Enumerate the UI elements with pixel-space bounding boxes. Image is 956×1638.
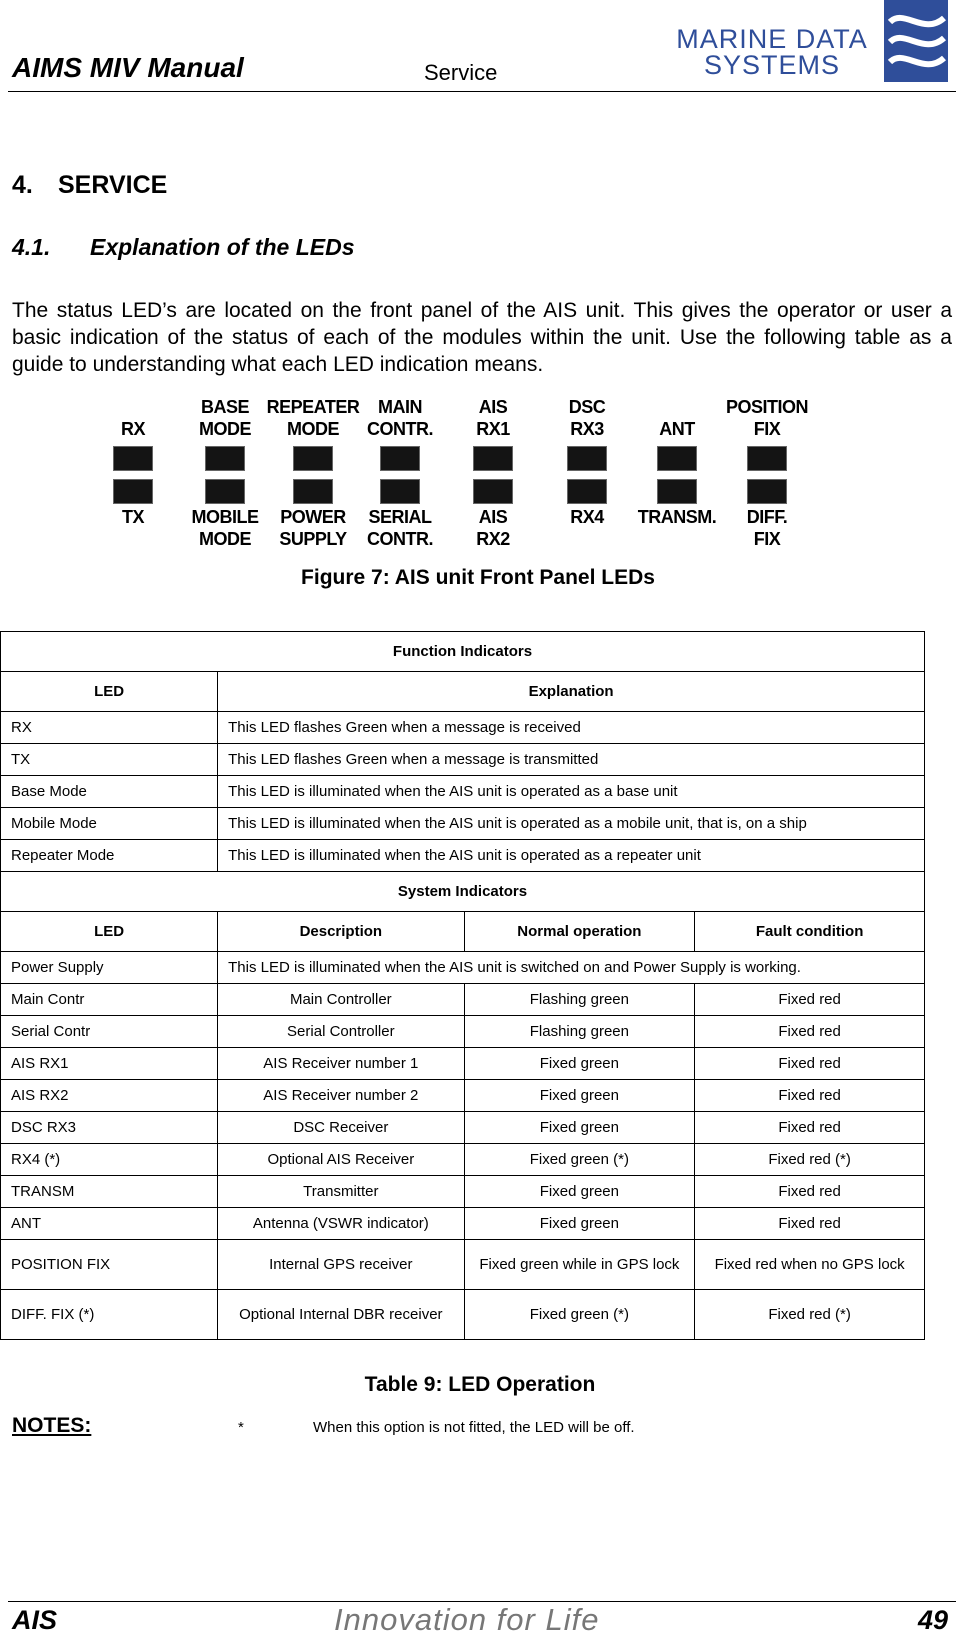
table-cell: Fixed green (*): [464, 1290, 695, 1340]
table-cell: DSC Receiver: [218, 1112, 464, 1144]
table-cell: Fixed red: [695, 1016, 925, 1048]
table-row: [1, 1176, 925, 1208]
subsection-title: Explanation of the LEDs: [90, 234, 355, 260]
led-indicator: [293, 446, 333, 471]
table-cell: Fixed red (*): [695, 1290, 925, 1340]
table-cell: Optional AIS Receiver: [218, 1144, 464, 1176]
column-header: Fault condition: [695, 912, 925, 952]
table-cell: ANT: [1, 1208, 218, 1240]
led-indicator: [567, 446, 607, 471]
table-cell: Serial Contr: [1, 1016, 218, 1048]
notes-label: NOTES:: [12, 1414, 92, 1437]
logo-wordmark: [672, 26, 872, 78]
table-cell: Fixed red: [695, 984, 925, 1016]
column-header: LED: [1, 912, 218, 952]
table-row: [1, 1240, 925, 1290]
table-row: [1, 952, 925, 984]
table-section-title: [1, 632, 925, 672]
table-cell: DIFF. FIX (*): [1, 1290, 218, 1340]
table-row: [1, 1112, 925, 1144]
marine-data-systems-logo: [672, 0, 956, 90]
table-row: [1, 712, 925, 744]
led-indicator: [380, 479, 420, 504]
led-label-line: SUPPLY: [279, 529, 347, 549]
led-label-line: MAIN: [378, 397, 422, 417]
led-label-line: POWER: [280, 507, 346, 527]
subsection-heading: [12, 234, 355, 261]
section-number: 4.: [12, 171, 33, 199]
led-indicator: [657, 446, 697, 471]
led-indicator: [205, 479, 245, 504]
led-indicator: [567, 479, 607, 504]
led-label-line: MOBILE: [191, 507, 259, 527]
table-cell: Fixed green: [464, 1112, 695, 1144]
table-header-row: [1, 672, 925, 712]
led-label-line: MODE: [287, 419, 339, 439]
led-label-line: CONTR.: [367, 419, 433, 439]
led-indicator: [380, 446, 420, 471]
led-label-line: TRANSM.: [637, 507, 717, 527]
led-indicator: [747, 446, 787, 471]
table-row: [1, 1208, 925, 1240]
table-cell: Power Supply: [1, 952, 218, 984]
table-cell: RX: [1, 712, 218, 744]
column-header: Description: [218, 912, 464, 952]
table-cell: RX4 (*): [1, 1144, 218, 1176]
table-cell: This LED is illuminated when the AIS unit is switched on and Power Supply is working.: [218, 952, 925, 984]
table-row: [1, 1290, 925, 1340]
logo-line-1: MARINE DATA: [676, 24, 868, 54]
table-cell: This LED is illuminated when the AIS unit is operated as a mobile unit, that is, on a ship: [218, 808, 925, 840]
table-cell: Main Controller: [218, 984, 464, 1016]
front-panel-led-figure: [0, 396, 956, 556]
table-cell: Fixed red: [695, 1176, 925, 1208]
function-indicators-title: Function Indicators: [1, 632, 925, 672]
table-cell: Flashing green: [464, 984, 695, 1016]
table-cell: Fixed green: [464, 1176, 695, 1208]
page-header: [0, 0, 956, 95]
led-top-label: [712, 396, 822, 440]
table-cell: Fixed green while in GPS lock: [464, 1240, 695, 1290]
led-label-line: CONTR.: [367, 529, 433, 549]
table-cell: AIS Receiver number 1: [218, 1048, 464, 1080]
table-cell: TX: [1, 744, 218, 776]
table-row: [1, 776, 925, 808]
led-label-line: MODE: [199, 419, 251, 439]
led-label-line: RX1: [476, 419, 510, 439]
header-divider: [8, 91, 956, 92]
wave-logo-icon: [884, 0, 948, 82]
table-cell: Fixed red when no GPS lock: [695, 1240, 925, 1290]
led-label-line: RX: [120, 419, 145, 439]
led-label-line: ANT: [659, 419, 695, 439]
led-label-line: DSC: [568, 397, 606, 417]
system-indicators-title: System Indicators: [1, 872, 925, 912]
notes-text: When this option is not fitted, the LED will be off.: [313, 1419, 635, 1436]
led-label-line: RX3: [570, 419, 604, 439]
led-indicator: [747, 479, 787, 504]
column-header: LED: [1, 672, 218, 712]
table-cell: Repeater Mode: [1, 840, 218, 872]
table-cell: This LED is illuminated when the AIS unit is operated as a base unit: [218, 776, 925, 808]
table-cell: Fixed red: [695, 1112, 925, 1144]
led-label-line: AIS: [478, 397, 508, 417]
table-cell: Optional Internal DBR receiver: [218, 1290, 464, 1340]
intro-paragraph: The status LED’s are located on the front panel of the AIS unit. This gives the operator or user a basic indication of the status of each of the modules within the unit. Use the following table as a guide to understanding what each LED indication means.: [12, 299, 952, 376]
table-cell: Serial Controller: [218, 1016, 464, 1048]
logo-line-2: SYSTEMS: [703, 50, 841, 80]
table-cell: AIS RX1: [1, 1048, 218, 1080]
table-cell: Flashing green: [464, 1016, 695, 1048]
notes-marker: *: [238, 1419, 244, 1436]
table-row: [1, 744, 925, 776]
table-cell: Fixed green: [464, 1048, 695, 1080]
led-label-line: RX4: [570, 507, 604, 527]
led-label-line: AIS: [478, 507, 508, 527]
table-caption: Table 9: LED Operation: [364, 1373, 596, 1396]
led-label-line: FIX: [753, 419, 781, 439]
table-cell: Fixed green: [464, 1208, 695, 1240]
led-label-line: DIFF.: [746, 507, 788, 527]
led-label-line: REPEATER: [266, 397, 360, 417]
led-indicator: [473, 479, 513, 504]
footer-tagline: Innovation for Life: [334, 1602, 600, 1637]
led-label-line: TX: [121, 507, 144, 527]
table-cell: This LED flashes Green when a message is transmitted: [218, 744, 925, 776]
table-row: [1, 1048, 925, 1080]
table-cell: Antenna (VSWR indicator): [218, 1208, 464, 1240]
table-cell: AIS RX2: [1, 1080, 218, 1112]
section-title: SERVICE: [58, 171, 168, 199]
table-row: [1, 808, 925, 840]
table-cell: Mobile Mode: [1, 808, 218, 840]
subsection-number: 4.1.: [12, 234, 51, 260]
table-cell: AIS Receiver number 2: [218, 1080, 464, 1112]
table-header-row: [1, 912, 925, 952]
led-label-line: RX2: [476, 529, 510, 549]
led-label-line: POSITION: [725, 397, 808, 417]
table-row: [1, 1080, 925, 1112]
led-indicator: [205, 446, 245, 471]
table-cell: This LED flashes Green when a message is received: [218, 712, 925, 744]
table-cell: Fixed green: [464, 1080, 695, 1112]
table-cell: POSITION FIX: [1, 1240, 218, 1290]
document-title: AIMS MIV Manual: [12, 52, 244, 83]
table-cell: Base Mode: [1, 776, 218, 808]
led-label-line: SERIAL: [368, 507, 432, 527]
led-indicator: [113, 446, 153, 471]
table-section-title: [1, 872, 925, 912]
table-row: [1, 840, 925, 872]
table-cell: Fixed red: [695, 1048, 925, 1080]
table-row: [1, 984, 925, 1016]
footer-product: AIS: [12, 1605, 58, 1635]
table-cell: Main Contr: [1, 984, 218, 1016]
table-cell: Fixed green (*): [464, 1144, 695, 1176]
led-indicator: [293, 479, 333, 504]
led-label-line: BASE: [200, 397, 249, 417]
page-number: 49: [917, 1605, 948, 1635]
figure-caption: Figure 7: AIS unit Front Panel LEDs: [301, 566, 655, 589]
section-heading: [12, 171, 167, 200]
led-indicator: [113, 479, 153, 504]
led-label-line: FIX: [753, 529, 781, 549]
table-cell: Internal GPS receiver: [218, 1240, 464, 1290]
table-cell: Fixed red: [695, 1080, 925, 1112]
led-label-line: MODE: [199, 529, 251, 549]
table-cell: DSC RX3: [1, 1112, 218, 1144]
table-cell: This LED is illuminated when the AIS unit is operated as a repeater unit: [218, 840, 925, 872]
table-cell: Fixed red: [695, 1208, 925, 1240]
table-cell: TRANSM: [1, 1176, 218, 1208]
table-cell: Transmitter: [218, 1176, 464, 1208]
column-header: Explanation: [218, 672, 925, 712]
column-header: Normal operation: [464, 912, 695, 952]
table-cell: Fixed red (*): [695, 1144, 925, 1176]
led-bottom-label: [712, 506, 822, 550]
table-row: [1, 1144, 925, 1176]
header-section-name: Service: [424, 60, 498, 85]
led-indicator: [657, 479, 697, 504]
led-indicator: [473, 446, 513, 471]
led-operation-table: [0, 631, 925, 1340]
table-row: [1, 1016, 925, 1048]
